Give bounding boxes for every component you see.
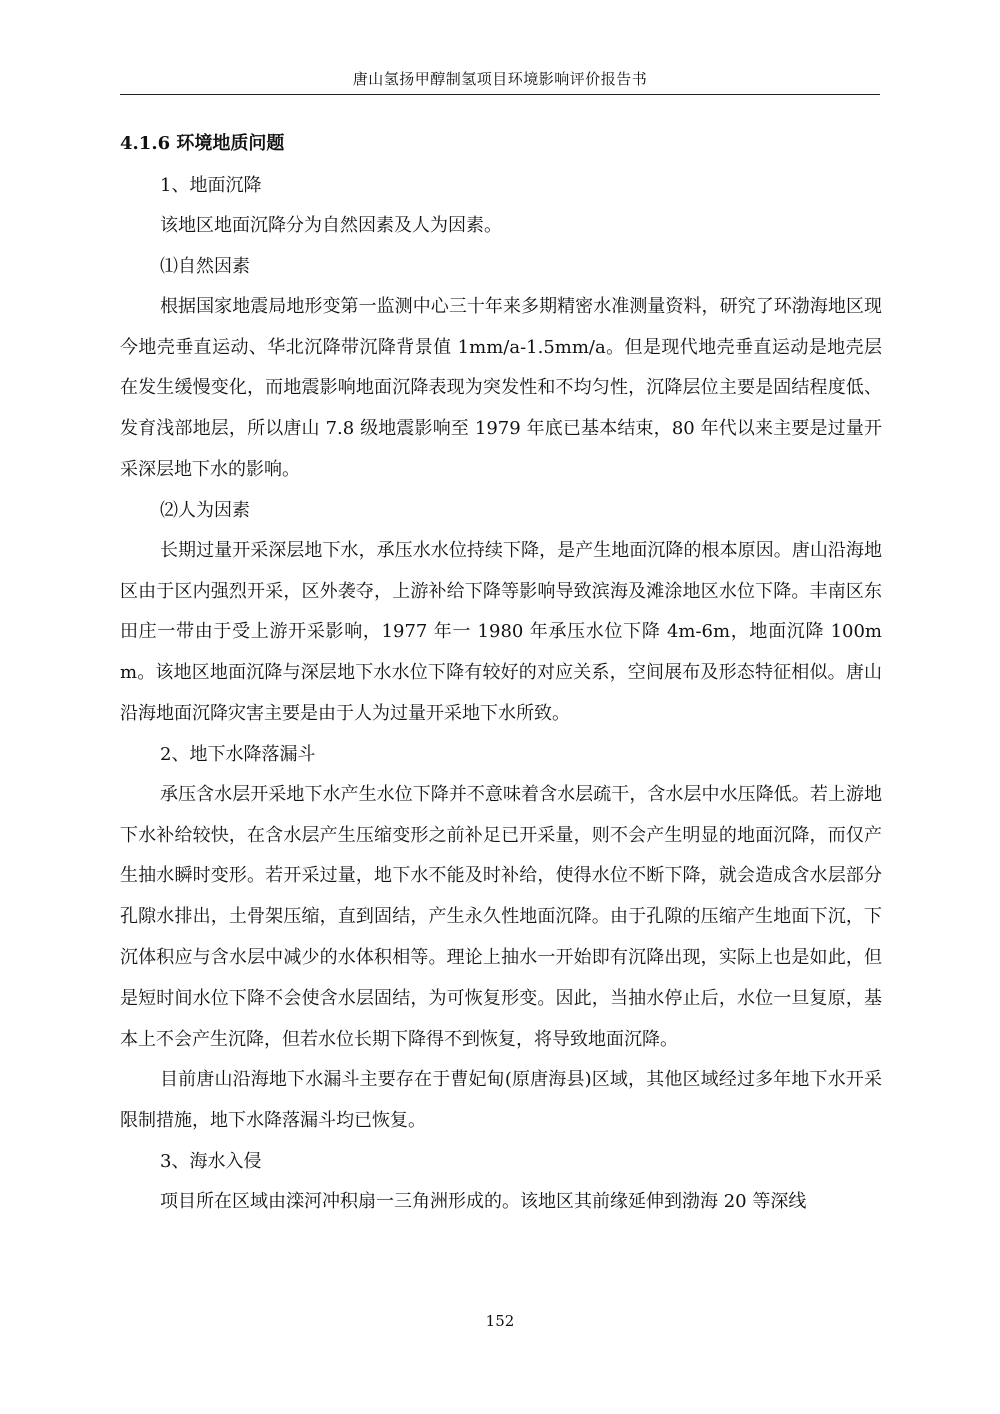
body-text [120,122,882,1223]
subsection-heading: 1、地面沉降 [160,175,262,196]
paragraph: 目前唐山沿海地下水漏斗主要存在于曹妃甸(原唐海县)区域，其他区域经过多年地下水开采限制措施，地下水降落漏斗均已恢复。 [120,1069,882,1132]
header-rule [120,94,880,95]
page-number: 152 [485,1312,515,1330]
subsection-heading: ⑵人为因素 [160,499,250,521]
paragraph: 长期过量开采深层地下水，承压水水位持续下降，是产生地面沉降的根本原因。唐山沿海地区由于区内强烈开采，区外袭夺，上游补给下降等影响导致滨海及滩涂地区水位下降。丰南区东田庄一带由于受上游开采影响，1977 年一 1980 年承压水位下降 4m-6m，地面沉降 100mm。该地区地面沉降与深层地下水水位下降有较好的对应关系，空间展布及形态特征相似。唐山沿海地面沉降灾害主要是由于人为过量开采地下水所致。 [120,539,882,724]
section-heading: 4.1.6 环境地质问题 [120,133,285,154]
paragraph: 承压含水层开采地下水产生水位下降并不意味着含水层疏干，含水层中水压降低。若上游地下水补给较快，在含水层产生压缩变形之前补足已开采量，则不会产生明显的地面沉降，而仅产生抽水瞬时变形。若开采过量，地下水不能及时补给，使得水位不断下降，就会造成含水层部分孔隙水排出，土骨架压缩，直到固结，产生永久性地面沉降。由于孔隙的压缩产生地面下沉，下沉体积应与含水层中减少的水体积相等。理论上抽水一开始即有沉降出现，实际上也是如此，但是短时间水位下降不会使含水层固结，为可恢复形变。因此，当抽水停止后，水位一旦复原，基本上不会产生沉降，但若水位长期下降得不到恢复，将导致地面沉降。 [120,783,882,1050]
running-header: 唐山氢扬甲醇制氢项目环境影响评价报告书 [352,70,648,88]
subsection-heading: 2、地下水降落漏斗 [160,743,316,765]
subsection-heading: 3、海水入侵 [160,1150,262,1172]
subsection-heading: ⑴自然因素 [160,255,250,277]
paragraph: 项目所在区域由滦河冲积扇一三角洲形成的。该地区其前缘延伸到渤海 20 等深线 [160,1190,807,1212]
paragraph: 根据国家地震局地形变第一监测中心三十年来多期精密水准测量资料，研究了环渤海地区现今地壳垂直运动、华北沉降带沉降背景值 1mm/a-1.5mm/a。但是现代地壳垂直运动是地壳层在发生缓慢变化，而地震影响地面沉降表现为突发性和不均匀性，沉降层位主要是固结程度低、发育浅部地层，所以唐山 7.8 级地震影响至 1979 年底已基本结束，80 年代以来主要是过量开采深层地下水的影响。 [120,295,882,480]
paragraph: 该地区地面沉降分为自然因素及人为因素。 [160,215,502,236]
